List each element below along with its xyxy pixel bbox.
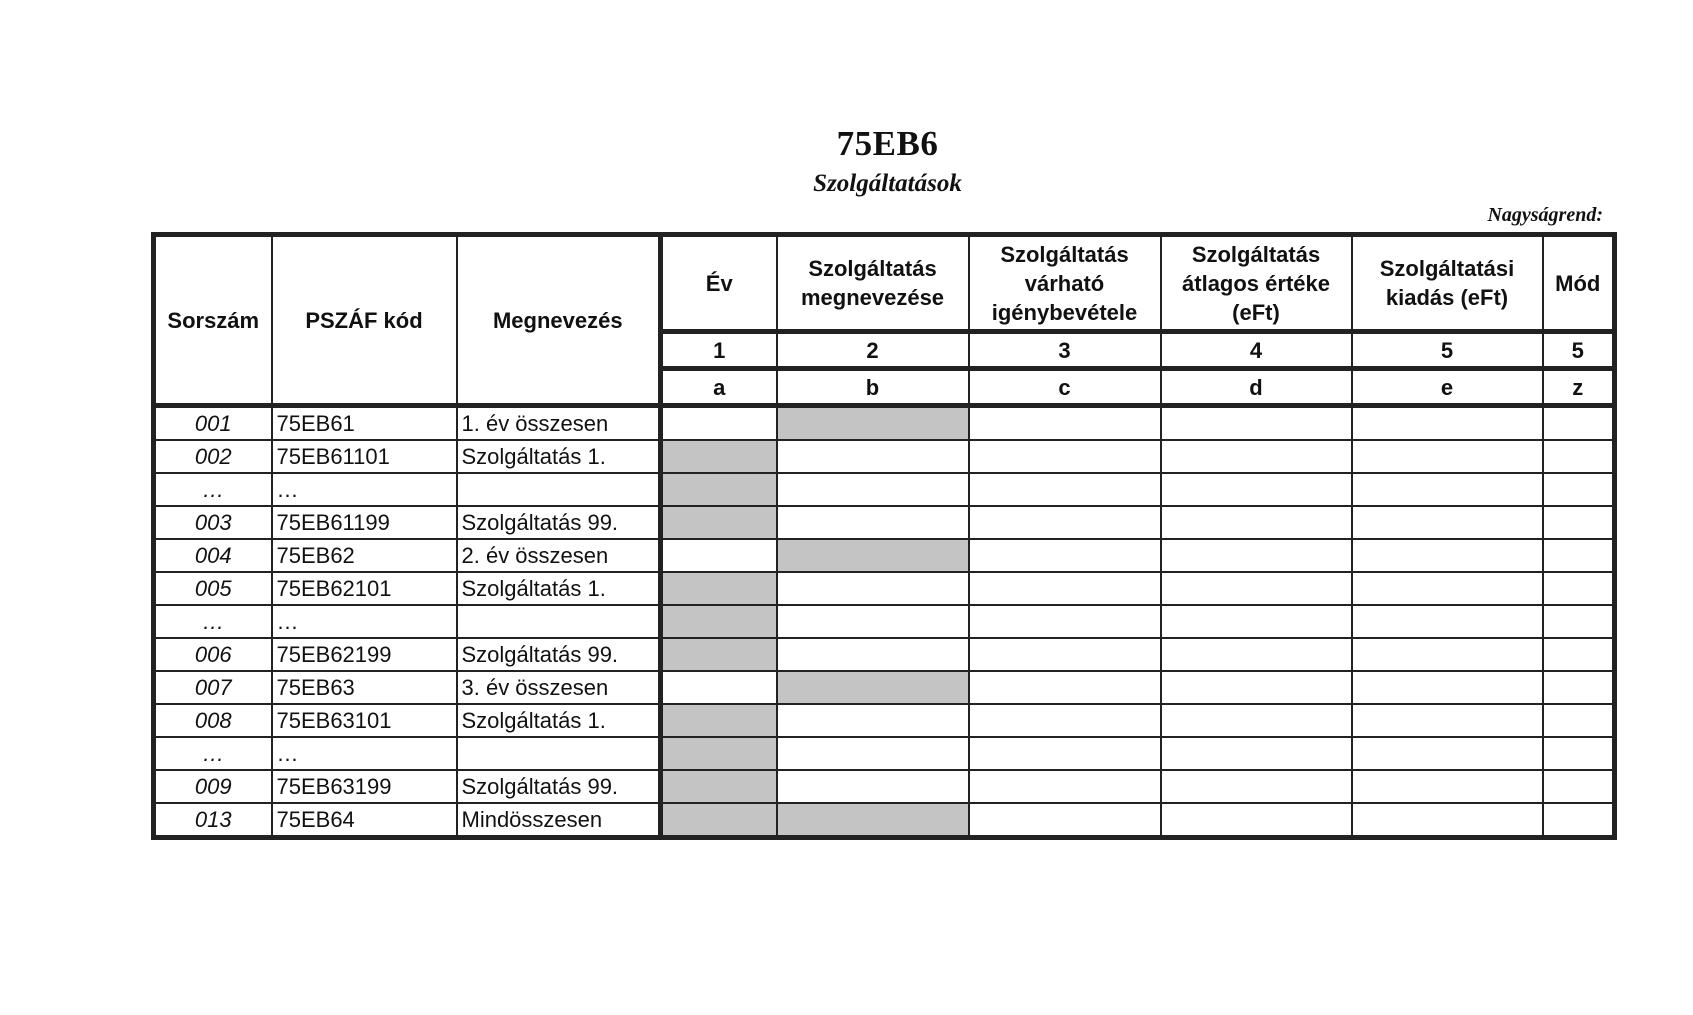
cell-atlagos[interactable]	[1161, 539, 1352, 572]
cell-szolg-megnevezese	[777, 406, 969, 441]
cell-szolg-megnevezese[interactable]	[777, 440, 969, 473]
row-sorszam: …	[154, 473, 272, 506]
cell-mod[interactable]	[1543, 770, 1615, 803]
cell-kiadas[interactable]	[1352, 704, 1543, 737]
cell-kiadas[interactable]	[1352, 737, 1543, 770]
row-sorszam: 008	[154, 704, 272, 737]
cell-varhato[interactable]	[969, 539, 1161, 572]
table-row	[154, 440, 1615, 473]
cell-kiadas[interactable]	[1352, 539, 1543, 572]
cell-szolg-megnevezese[interactable]	[777, 473, 969, 506]
cell-atlagos[interactable]	[1161, 440, 1352, 473]
row-megnevezes: Szolgáltatás 1.	[457, 440, 661, 473]
cell-kiadas[interactable]	[1352, 572, 1543, 605]
cell-mod[interactable]	[1543, 473, 1615, 506]
cell-ev	[661, 770, 777, 803]
row-sorszam: 006	[154, 638, 272, 671]
row-megnevezes: Mindösszesen	[457, 803, 661, 838]
cell-kiadas[interactable]	[1352, 671, 1543, 704]
column-number: 5	[1543, 332, 1615, 369]
column-number: 1	[661, 332, 777, 369]
form-subtitle: Szolgáltatások	[813, 170, 962, 197]
cell-atlagos[interactable]	[1161, 406, 1352, 441]
cell-ev	[661, 737, 777, 770]
cell-szolg-megnevezese[interactable]	[777, 770, 969, 803]
cell-atlagos[interactable]	[1161, 473, 1352, 506]
table-row	[154, 770, 1615, 803]
table-row	[154, 638, 1615, 671]
column-number: 2	[777, 332, 969, 369]
column-number: 3	[969, 332, 1161, 369]
cell-varhato[interactable]	[969, 440, 1161, 473]
table-row	[154, 605, 1615, 638]
cell-ev[interactable]	[661, 539, 777, 572]
row-sorszam: 002	[154, 440, 272, 473]
row-sorszam: 007	[154, 671, 272, 704]
cell-ev	[661, 803, 777, 838]
row-megnevezes: Szolgáltatás 1.	[457, 572, 661, 605]
row-sorszam: 013	[154, 803, 272, 838]
row-sorszam: …	[154, 605, 272, 638]
cell-atlagos[interactable]	[1161, 770, 1352, 803]
cell-mod[interactable]	[1543, 737, 1615, 770]
cell-ev[interactable]	[661, 671, 777, 704]
table-row	[154, 737, 1615, 770]
column-letter: a	[661, 369, 777, 406]
cell-ev	[661, 572, 777, 605]
cell-kiadas[interactable]	[1352, 605, 1543, 638]
cell-varhato[interactable]	[969, 638, 1161, 671]
cell-kiadas[interactable]	[1352, 506, 1543, 539]
form-title: 75EB6	[836, 124, 939, 163]
cell-mod[interactable]	[1543, 440, 1615, 473]
row-pszaf-kod: …	[272, 737, 457, 770]
cell-kiadas[interactable]	[1352, 440, 1543, 473]
column-letter: z	[1543, 369, 1615, 406]
table-row	[154, 572, 1615, 605]
cell-szolg-megnevezese	[777, 671, 969, 704]
cell-szolg-megnevezese[interactable]	[777, 737, 969, 770]
cell-kiadas[interactable]	[1352, 638, 1543, 671]
table-row	[154, 473, 1615, 506]
column-letter: b	[777, 369, 969, 406]
cell-atlagos[interactable]	[1161, 671, 1352, 704]
cell-atlagos[interactable]	[1161, 803, 1352, 838]
header-pszaf-kod: PSZÁF kód	[272, 235, 457, 406]
row-megnevezes: 3. év összesen	[457, 671, 661, 704]
column-number: 4	[1161, 332, 1352, 369]
cell-atlagos[interactable]	[1161, 638, 1352, 671]
cell-szolg-megnevezese	[777, 539, 969, 572]
cell-atlagos[interactable]	[1161, 506, 1352, 539]
cell-kiadas[interactable]	[1352, 473, 1543, 506]
row-pszaf-kod: …	[272, 473, 457, 506]
header-szolgaltatas-varhato: Szolgáltatás várható igénybevétele	[969, 235, 1161, 332]
cell-szolg-megnevezese[interactable]	[777, 638, 969, 671]
table-row	[154, 539, 1615, 572]
header-szolgaltatas-megnevezese: Szolgáltatás megnevezése	[777, 235, 969, 332]
cell-varhato[interactable]	[969, 737, 1161, 770]
cell-ev	[661, 704, 777, 737]
cell-mod[interactable]	[1543, 539, 1615, 572]
row-megnevezes	[457, 737, 661, 770]
table-row	[154, 704, 1615, 737]
cell-ev	[661, 440, 777, 473]
cell-varhato[interactable]	[969, 770, 1161, 803]
header-megnevezes: Megnevezés	[457, 235, 661, 406]
row-sorszam: 005	[154, 572, 272, 605]
cell-varhato[interactable]	[969, 671, 1161, 704]
cell-szolg-megnevezese[interactable]	[777, 704, 969, 737]
cell-atlagos[interactable]	[1161, 737, 1352, 770]
cell-mod[interactable]	[1543, 704, 1615, 737]
row-sorszam: 009	[154, 770, 272, 803]
cell-ev[interactable]	[661, 406, 777, 441]
cell-mod[interactable]	[1543, 671, 1615, 704]
cell-varhato[interactable]	[969, 506, 1161, 539]
row-megnevezes: Szolgáltatás 99.	[457, 638, 661, 671]
row-megnevezes	[457, 605, 661, 638]
cell-mod[interactable]	[1543, 638, 1615, 671]
cell-szolg-megnevezese[interactable]	[777, 572, 969, 605]
cell-atlagos[interactable]	[1161, 572, 1352, 605]
row-pszaf-kod: 75EB63101	[272, 704, 457, 737]
table-row	[154, 406, 1615, 441]
row-megnevezes: Szolgáltatás 99.	[457, 506, 661, 539]
column-letter: d	[1161, 369, 1352, 406]
services-table	[151, 232, 1617, 840]
header-ev: Év	[661, 235, 777, 332]
row-sorszam: 003	[154, 506, 272, 539]
cell-kiadas[interactable]	[1352, 803, 1543, 838]
cell-varhato[interactable]	[969, 704, 1161, 737]
row-pszaf-kod: 75EB61	[272, 406, 457, 441]
table-row	[154, 803, 1615, 838]
column-letter: e	[1352, 369, 1543, 406]
cell-atlagos[interactable]	[1161, 605, 1352, 638]
cell-varhato[interactable]	[969, 605, 1161, 638]
cell-ev	[661, 506, 777, 539]
row-megnevezes: 2. év összesen	[457, 539, 661, 572]
cell-ev	[661, 605, 777, 638]
cell-szolg-megnevezese[interactable]	[777, 506, 969, 539]
cell-kiadas[interactable]	[1352, 770, 1543, 803]
cell-mod[interactable]	[1543, 605, 1615, 638]
cell-varhato[interactable]	[969, 406, 1161, 441]
row-pszaf-kod: 75EB63199	[272, 770, 457, 803]
cell-varhato[interactable]	[969, 803, 1161, 838]
table-row	[154, 506, 1615, 539]
row-pszaf-kod: 75EB62	[272, 539, 457, 572]
row-sorszam: …	[154, 737, 272, 770]
row-pszaf-kod: 75EB63	[272, 671, 457, 704]
row-pszaf-kod: 75EB62101	[272, 572, 457, 605]
cell-ev	[661, 473, 777, 506]
cell-atlagos[interactable]	[1161, 704, 1352, 737]
row-megnevezes	[457, 473, 661, 506]
column-letter: c	[969, 369, 1161, 406]
header-szolgaltatas-atlagos: Szolgáltatás átlagos értéke (eFt)	[1161, 235, 1352, 332]
cell-ev	[661, 638, 777, 671]
table-row	[154, 671, 1615, 704]
cell-szolg-megnevezese	[777, 803, 969, 838]
header-mod: Mód	[1543, 235, 1615, 332]
row-pszaf-kod: 75EB61199	[272, 506, 457, 539]
row-pszaf-kod: 75EB64	[272, 803, 457, 838]
cell-mod[interactable]	[1543, 572, 1615, 605]
row-sorszam: 001	[154, 406, 272, 441]
row-megnevezes: Szolgáltatás 1.	[457, 704, 661, 737]
row-sorszam: 004	[154, 539, 272, 572]
cell-mod[interactable]	[1543, 406, 1615, 441]
row-pszaf-kod: …	[272, 605, 457, 638]
row-megnevezes: 1. év összesen	[457, 406, 661, 441]
row-megnevezes: Szolgáltatás 99.	[457, 770, 661, 803]
row-pszaf-kod: 75EB61101	[272, 440, 457, 473]
cell-varhato[interactable]	[969, 572, 1161, 605]
magnitude-label: Nagyságrend:	[1487, 204, 1603, 226]
cell-mod[interactable]	[1543, 506, 1615, 539]
column-number: 5	[1352, 332, 1543, 369]
header-sorszam: Sorszám	[154, 235, 272, 406]
cell-varhato[interactable]	[969, 473, 1161, 506]
header-szolgaltatasi-kiadas: Szolgáltatási kiadás (eFt)	[1352, 235, 1543, 332]
row-pszaf-kod: 75EB62199	[272, 638, 457, 671]
cell-szolg-megnevezese[interactable]	[777, 605, 969, 638]
cell-mod[interactable]	[1543, 803, 1615, 838]
cell-kiadas[interactable]	[1352, 406, 1543, 441]
